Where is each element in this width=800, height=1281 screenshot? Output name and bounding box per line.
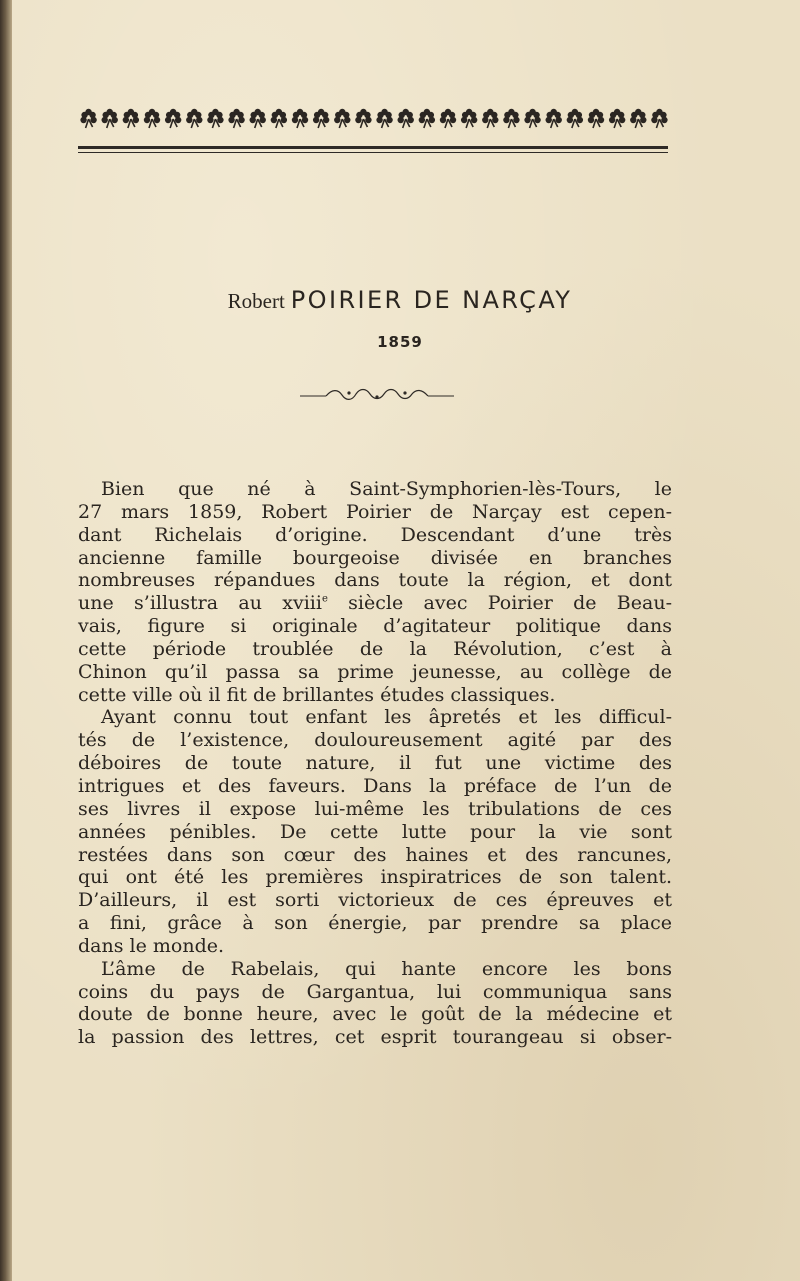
ornament-flower-icon <box>313 109 329 128</box>
ornament-flower-icon <box>123 109 139 128</box>
text-line: ses livres il expose lui-même les tribulations de ces <box>78 797 672 820</box>
text-line: a fini, grâce à son énergie, par prendre sa place <box>78 912 672 935</box>
text-line: ancienne famille bourgeoise divisée en branches <box>78 546 672 569</box>
text-line: années pénibles. De cette lutte pour la vie sont <box>78 820 672 843</box>
ornament-flower-icon <box>482 109 498 128</box>
text-line: déboires de toute nature, il fut une victime des <box>78 752 672 775</box>
text-line: doute de bonne heure, avec le goût de la médecine et <box>78 1003 672 1026</box>
text-line-rest: siècle avec Poirier de Beau- <box>348 592 672 615</box>
ornament-flower-icon <box>355 109 371 128</box>
text-line: Bien que né à Saint-Symphorien-lès-Tours, le <box>101 478 672 500</box>
ornament-flower-icon <box>503 109 519 128</box>
ornament-flower-icon <box>165 109 181 128</box>
text-line: dans le monde. <box>78 934 225 957</box>
ornament-flower-icon <box>80 109 96 128</box>
body-text <box>78 478 672 1049</box>
ornament-flower-icon <box>228 109 244 128</box>
ornament-flower-icon <box>524 109 540 128</box>
ornament-flower-icon <box>102 109 118 128</box>
text-line: cette ville où il fit de brillantes études classiques. <box>78 683 556 706</box>
text-line: restées dans son cœur des haines et des rancunes, <box>78 843 672 866</box>
ornament-flower-icon <box>567 109 583 128</box>
header-rule-thick <box>78 146 668 149</box>
ornament-flower-icon <box>334 109 350 128</box>
text-line: qui ont été les premières inspiratrices de son talent. <box>78 866 672 889</box>
ornament-flower-icon <box>419 109 435 128</box>
ornament-flower-icon <box>292 109 308 128</box>
ornament-flower-icon <box>440 109 456 128</box>
author-first-name: Robert <box>227 289 285 313</box>
fleuron-divider-icon <box>300 385 454 405</box>
text-line: 27 mars 1859, Robert Poirier de Narçay est cepen- <box>78 500 672 523</box>
text-line: coins du pays de Gargantua, lui communiqua sans <box>78 980 672 1003</box>
text-line: dant Richelais d’origine. Descendant d’une très <box>78 523 672 546</box>
header-rule-thin <box>78 152 668 153</box>
decorative-ornament-band <box>78 104 670 134</box>
ornament-flower-icon <box>398 109 414 128</box>
ornament-flower-icon <box>207 109 223 128</box>
author-heading <box>0 286 800 314</box>
text-line: L’âme de Rabelais, qui hante encore les bons <box>101 957 672 980</box>
superscript: e <box>321 593 328 605</box>
ornament-flower-icon <box>376 109 392 128</box>
book-binding-edge <box>0 0 12 1281</box>
ornament-flower-icon <box>144 109 160 128</box>
text-line: D’ailleurs, il est sorti victorieux de ces épreuves et <box>78 889 672 912</box>
ornament-flower-icon <box>651 109 667 128</box>
ornament-flower-icon <box>588 109 604 128</box>
text-line <box>78 592 672 615</box>
ornament-flower-icon <box>250 109 266 128</box>
ornament-flower-icon <box>630 109 646 128</box>
text-line: nombreuses répandues dans toute la région, et dont <box>78 569 672 592</box>
text-line: cette période troublée de la Révolution, c’est à <box>78 637 672 660</box>
birth-year: 1859 <box>377 333 423 351</box>
text-line: tés de l’existence, douloureusement agité par des <box>78 729 672 752</box>
text-line: la passion des lettres, cet esprit tourangeau si obser- <box>78 1026 672 1049</box>
text-line: Ayant connu tout enfant les âpretés et les difficul- <box>101 706 672 729</box>
text-line: intrigues et des faveurs. Dans la préface de l’un de <box>78 774 672 797</box>
ornament-flower-icon <box>186 109 202 128</box>
ornament-flower-icon <box>609 109 625 128</box>
text-line: vais, figure si originale d’agitateur politique dans <box>78 615 672 638</box>
ornament-flower-icon <box>271 109 287 128</box>
text-line: Chinon qu’il passa sa prime jeunesse, au collège de <box>78 660 672 683</box>
author-surname: POIRIER DE NARÇAY <box>290 286 573 314</box>
ornament-flower-icon <box>461 109 477 128</box>
ornament-flower-icon <box>546 109 562 128</box>
text-line-prefix: une s’illustra au xviii <box>78 592 322 615</box>
